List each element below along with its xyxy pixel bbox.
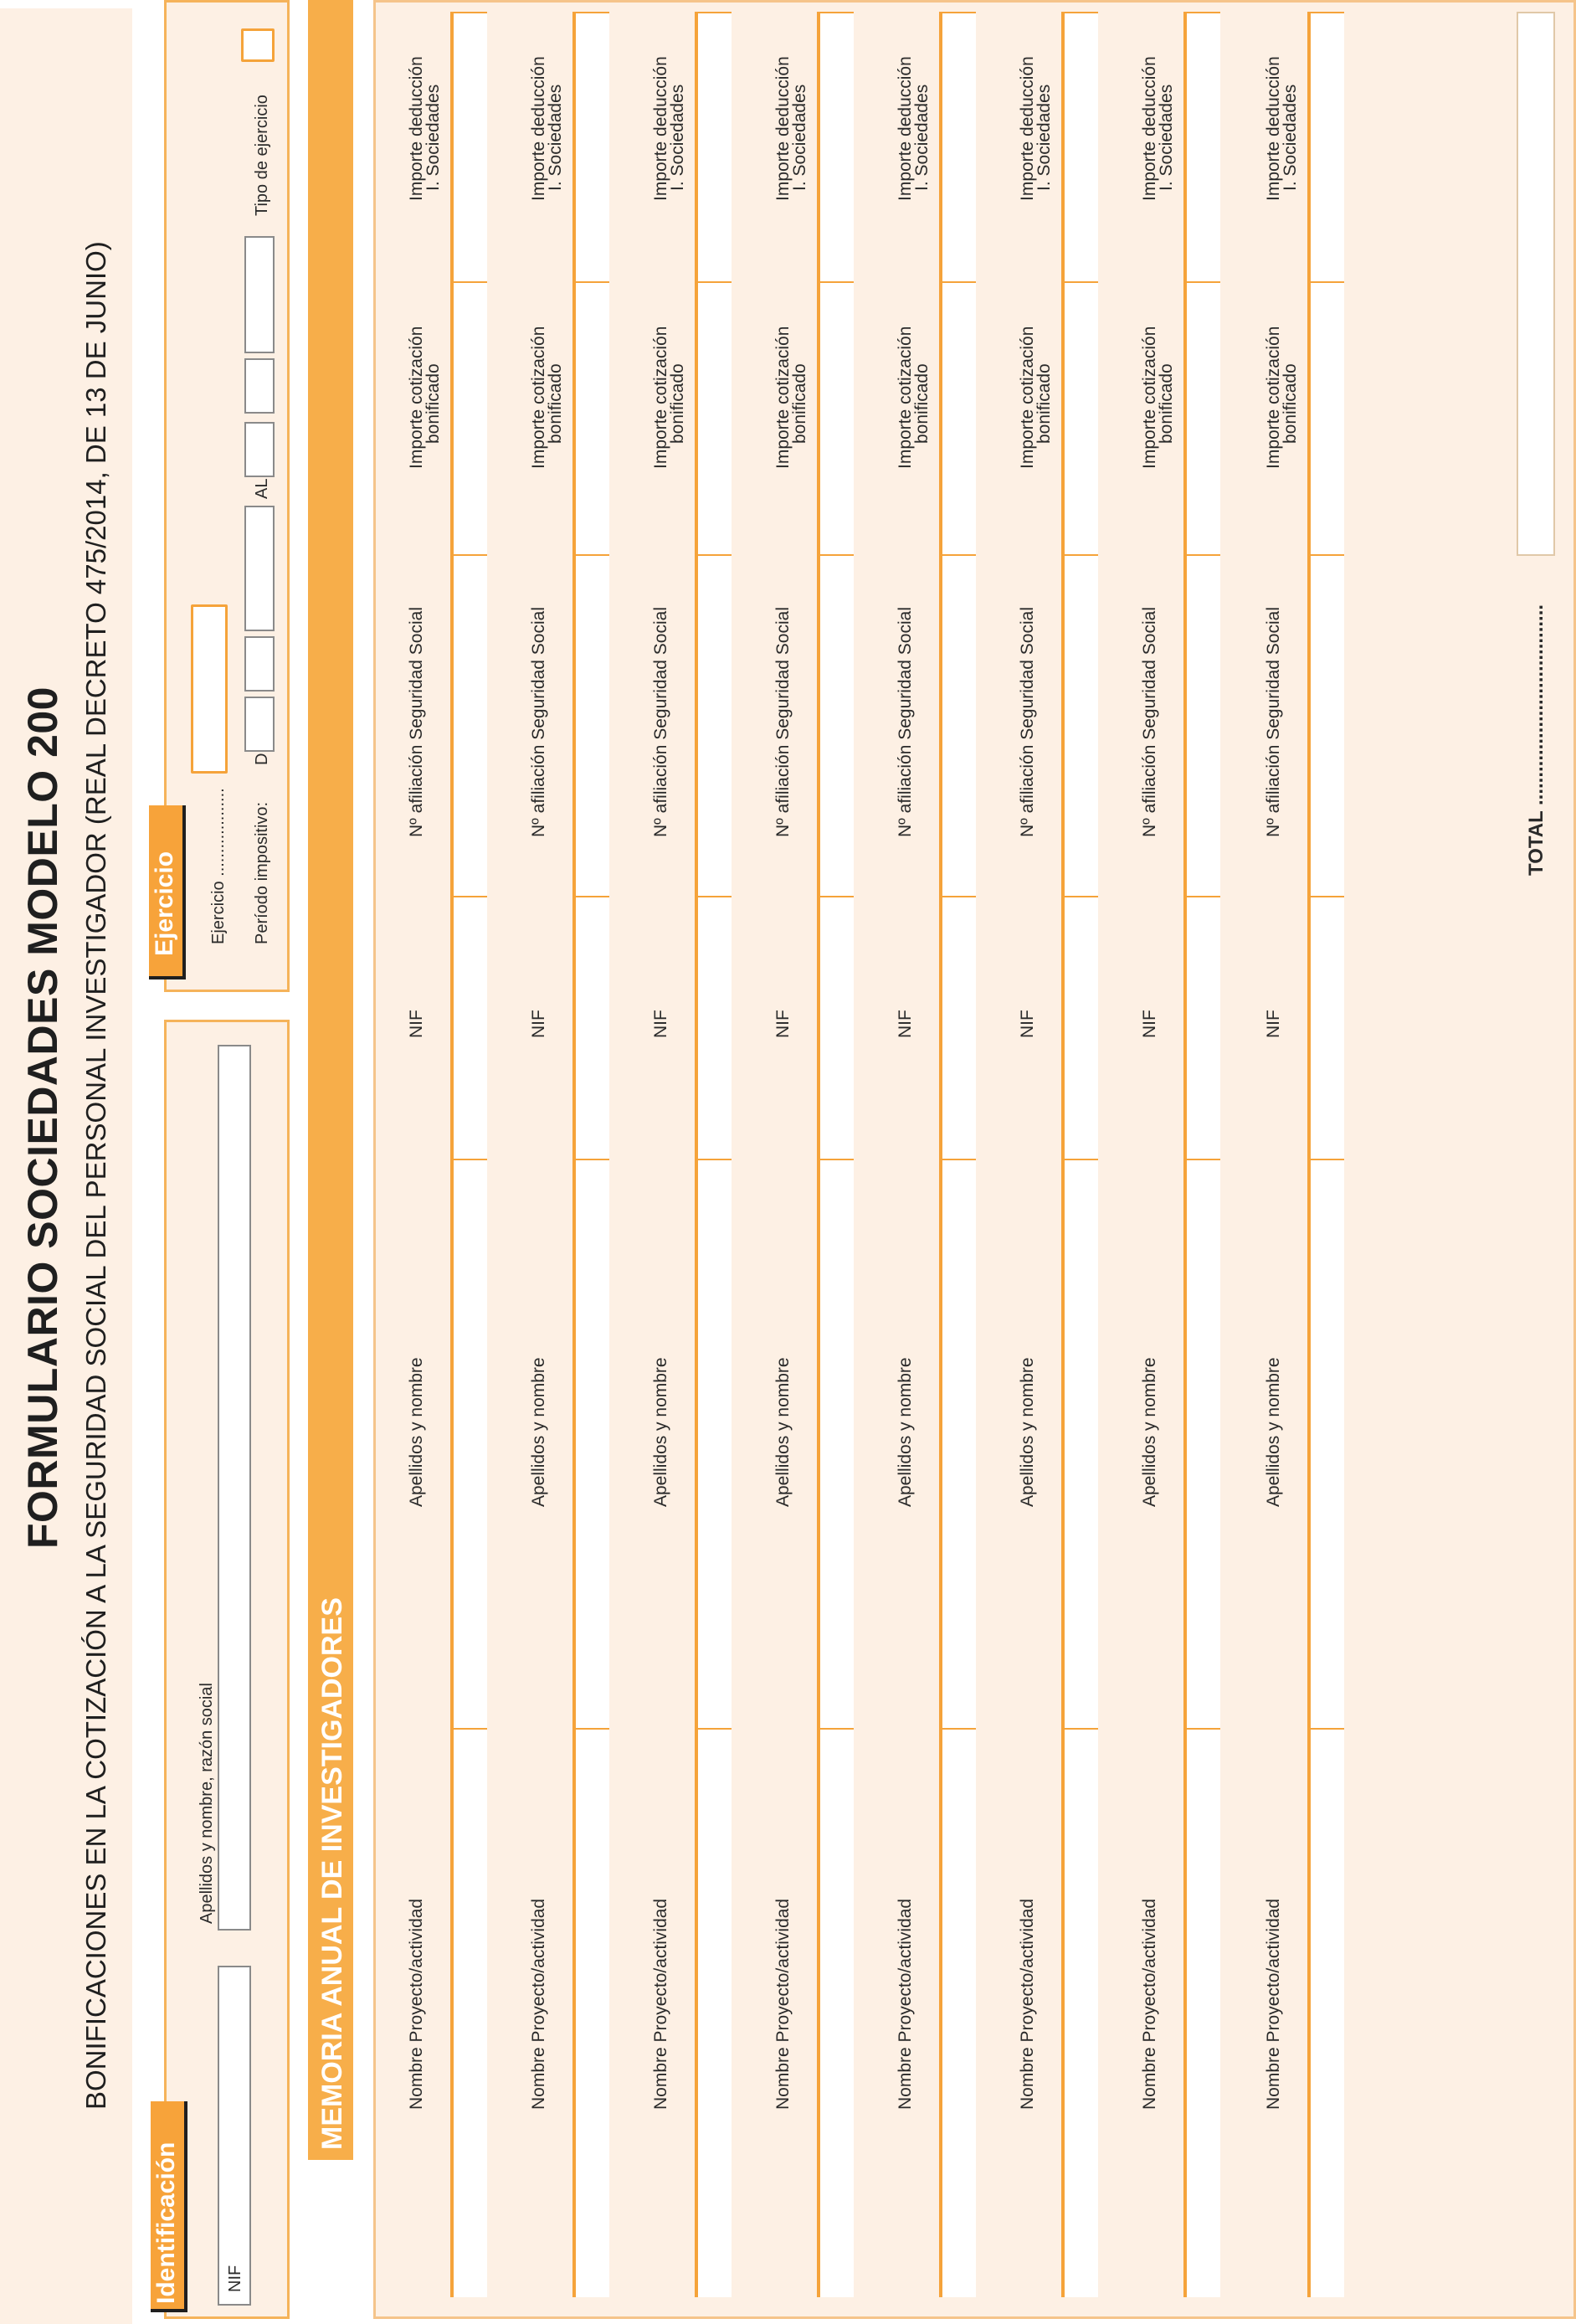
- column-label: I. Sociedades: [1157, 84, 1176, 191]
- al-year-field[interactable]: [244, 236, 275, 353]
- row-divider: [450, 12, 452, 2297]
- column-label: Importe cotización: [529, 326, 548, 469]
- column-label: Nº afiliación Seguridad Social: [896, 607, 915, 837]
- cotizacion-cell[interactable]: [1063, 281, 1098, 554]
- nombre-cell[interactable]: [452, 1159, 487, 1728]
- column-label: Nº afiliación Seguridad Social: [651, 607, 670, 837]
- column-label: Importe deducción: [773, 56, 793, 201]
- column-label: Nº afiliación Seguridad Social: [1018, 607, 1037, 837]
- proyecto-cell[interactable]: [574, 1728, 609, 2297]
- column-label: Nombre Proyecto/actividad: [773, 1898, 793, 2110]
- nombre-cell[interactable]: [1185, 1159, 1220, 1728]
- column-label: I. Sociedades: [546, 84, 565, 191]
- deduccion-cell[interactable]: [452, 12, 487, 281]
- nif-cell[interactable]: [452, 896, 487, 1159]
- column-label: bonificado: [1281, 363, 1300, 444]
- afiliacion-cell[interactable]: [574, 554, 609, 896]
- column-label: NIF: [529, 1010, 548, 1038]
- ejercicio-label: Ejercicio ...................: [209, 788, 228, 944]
- nombre-cell[interactable]: [819, 1159, 854, 1728]
- column-label: Nombre Proyecto/actividad: [1264, 1898, 1283, 2110]
- column-label: bonificado: [790, 363, 809, 444]
- deduccion-cell[interactable]: [1063, 12, 1098, 281]
- ejercicio-tag-label: Ejercicio: [151, 851, 178, 956]
- column-label: NIF: [1264, 1010, 1283, 1038]
- column-label: Nº afiliación Seguridad Social: [1264, 607, 1283, 837]
- column-label: I. Sociedades: [424, 84, 443, 191]
- row-divider: [1307, 12, 1309, 2297]
- column-label: I. Sociedades: [790, 84, 809, 191]
- cotizacion-cell[interactable]: [574, 281, 609, 554]
- name-field[interactable]: [218, 1045, 251, 1931]
- identificacion-tag-label: Identificación: [152, 2141, 180, 2304]
- column-label: Nº afiliación Seguridad Social: [529, 607, 548, 837]
- deduccion-cell[interactable]: [1309, 12, 1344, 281]
- al-month-field[interactable]: [244, 358, 275, 414]
- del-month-field[interactable]: [244, 636, 275, 692]
- deduccion-cell[interactable]: [941, 12, 976, 281]
- proyecto-cell[interactable]: [941, 1728, 976, 2297]
- afiliacion-cell[interactable]: [452, 554, 487, 896]
- afiliacion-cell[interactable]: [1063, 554, 1098, 896]
- column-label: bonificado: [546, 363, 565, 444]
- memoria-title: MEMORIA ANUAL DE INVESTIGADORES: [316, 1597, 348, 2150]
- row-divider: [1061, 12, 1063, 2297]
- column-label: Importe cotización: [407, 326, 426, 469]
- column-label: Importe cotización: [773, 326, 793, 469]
- column-label: Importe cotización: [1018, 326, 1037, 469]
- proyecto-cell[interactable]: [452, 1728, 487, 2297]
- column-label: Nombre Proyecto/actividad: [1140, 1898, 1159, 2110]
- proyecto-cell[interactable]: [1309, 1728, 1344, 2297]
- identificacion-tag: [151, 2101, 187, 2312]
- column-label: NIF: [651, 1010, 670, 1038]
- ejercicio-tag: [149, 805, 186, 979]
- ejercicio-field[interactable]: [191, 604, 228, 774]
- column-label: I. Sociedades: [912, 84, 932, 191]
- column-label: Nº afiliación Seguridad Social: [407, 607, 426, 837]
- nif-cell[interactable]: [1309, 896, 1344, 1159]
- column-label: Nº afiliación Seguridad Social: [773, 607, 793, 837]
- row-divider: [817, 12, 819, 2297]
- afiliacion-cell[interactable]: [941, 554, 976, 896]
- name-field-label: Apellidos y nombre, razón social: [198, 1683, 216, 1924]
- column-label: I. Sociedades: [668, 84, 687, 191]
- page-subtitle: BONIFICACIONES EN LA COTIZACIÓN A LA SEGURIDAD SOCIAL DEL PERSONAL INVESTIGADOR (REAL DECRETO 475/2014, DE 13 DE JUNIO): [80, 241, 111, 2110]
- column-label: Apellidos y nombre: [1140, 1357, 1159, 1507]
- column-label: Apellidos y nombre: [529, 1357, 548, 1507]
- deduccion-cell[interactable]: [1185, 12, 1220, 281]
- proyecto-cell[interactable]: [1063, 1728, 1098, 2297]
- column-label: Importe cotización: [1264, 326, 1283, 469]
- column-label: Nombre Proyecto/actividad: [407, 1898, 426, 2110]
- al-day-field[interactable]: [244, 422, 275, 477]
- tipo-ejercicio-field[interactable]: [241, 28, 275, 62]
- column-label: Nombre Proyecto/actividad: [1018, 1898, 1037, 2110]
- column-label: I. Sociedades: [1034, 84, 1054, 191]
- afiliacion-cell[interactable]: [819, 554, 854, 896]
- proyecto-cell[interactable]: [696, 1728, 732, 2297]
- column-label: Importe deducción: [896, 56, 915, 201]
- column-label: Apellidos y nombre: [1018, 1357, 1037, 1507]
- cotizacion-cell[interactable]: [1309, 281, 1344, 554]
- column-label: Importe deducción: [1018, 56, 1037, 201]
- row-divider: [572, 12, 574, 2297]
- nombre-cell[interactable]: [1063, 1159, 1098, 1728]
- nif-cell[interactable]: [696, 896, 732, 1159]
- nif-cell[interactable]: [1185, 896, 1220, 1159]
- cotizacion-cell[interactable]: [1185, 281, 1220, 554]
- column-label: I. Sociedades: [1281, 84, 1300, 191]
- column-label: Apellidos y nombre: [407, 1357, 426, 1507]
- total-label: TOTAL ....................................: [1525, 604, 1548, 876]
- column-label: NIF: [773, 1010, 793, 1038]
- nif-cell[interactable]: [574, 896, 609, 1159]
- column-label: Importe cotización: [896, 326, 915, 469]
- column-label: NIF: [896, 1010, 915, 1038]
- column-label: NIF: [407, 1010, 426, 1038]
- page-title: FORMULARIO SOCIEDADES MODELO 200: [19, 686, 66, 1549]
- column-label: Nombre Proyecto/actividad: [529, 1898, 548, 2110]
- column-label: Apellidos y nombre: [651, 1357, 670, 1507]
- column-label: Importe deducción: [1264, 56, 1283, 201]
- nombre-cell[interactable]: [1309, 1159, 1344, 1728]
- cotizacion-cell[interactable]: [696, 281, 732, 554]
- nif-field[interactable]: [218, 1966, 251, 2306]
- afiliacion-cell[interactable]: [696, 554, 732, 896]
- nombre-cell[interactable]: [941, 1159, 976, 1728]
- column-label: bonificado: [424, 363, 443, 444]
- column-label: Apellidos y nombre: [1264, 1357, 1283, 1507]
- nombre-cell[interactable]: [696, 1159, 732, 1728]
- cotizacion-cell[interactable]: [452, 281, 487, 554]
- cotizacion-cell[interactable]: [941, 281, 976, 554]
- del-year-field[interactable]: [244, 506, 275, 631]
- column-label: Importe deducción: [407, 56, 426, 201]
- deduccion-cell[interactable]: [574, 12, 609, 281]
- column-label: NIF: [1140, 1010, 1159, 1038]
- nombre-cell[interactable]: [574, 1159, 609, 1728]
- row-divider: [939, 12, 941, 2297]
- periodo-label: Período impositivo:: [253, 801, 271, 944]
- afiliacion-cell[interactable]: [1185, 554, 1220, 896]
- column-label: bonificado: [1157, 363, 1176, 444]
- column-label: Importe deducción: [529, 56, 548, 201]
- deduccion-cell[interactable]: [696, 12, 732, 281]
- del-day-field[interactable]: [244, 697, 275, 752]
- column-label: Importe cotización: [1140, 326, 1159, 469]
- cotizacion-cell[interactable]: [819, 281, 854, 554]
- column-label: Nº afiliación Seguridad Social: [1140, 607, 1159, 837]
- column-label: Importe cotización: [651, 326, 670, 469]
- column-label: Importe deducción: [651, 56, 670, 201]
- nif-cell[interactable]: [819, 896, 854, 1159]
- nif-cell[interactable]: [1063, 896, 1098, 1159]
- column-label: Importe deducción: [1140, 56, 1159, 201]
- proyecto-cell[interactable]: [1185, 1728, 1220, 2297]
- column-label: NIF: [1018, 1010, 1037, 1038]
- total-field[interactable]: [1517, 12, 1555, 556]
- nif-cell[interactable]: [941, 896, 976, 1159]
- column-label: bonificado: [668, 363, 687, 444]
- afiliacion-cell[interactable]: [1309, 554, 1344, 896]
- tipo-ejercicio-label: Tipo de ejercicio: [253, 95, 271, 216]
- column-label: Apellidos y nombre: [896, 1357, 915, 1507]
- column-label: bonificado: [1034, 363, 1054, 444]
- nif-field-label: NIF: [226, 2265, 244, 2292]
- al-label: AL: [253, 478, 271, 499]
- column-label: bonificado: [912, 363, 932, 444]
- row-divider: [695, 12, 696, 2297]
- proyecto-cell[interactable]: [819, 1728, 854, 2297]
- column-label: Nombre Proyecto/actividad: [651, 1898, 670, 2110]
- deduccion-cell[interactable]: [819, 12, 854, 281]
- row-divider: [1183, 12, 1185, 2297]
- column-label: Nombre Proyecto/actividad: [896, 1898, 915, 2110]
- column-label: Apellidos y nombre: [773, 1357, 793, 1507]
